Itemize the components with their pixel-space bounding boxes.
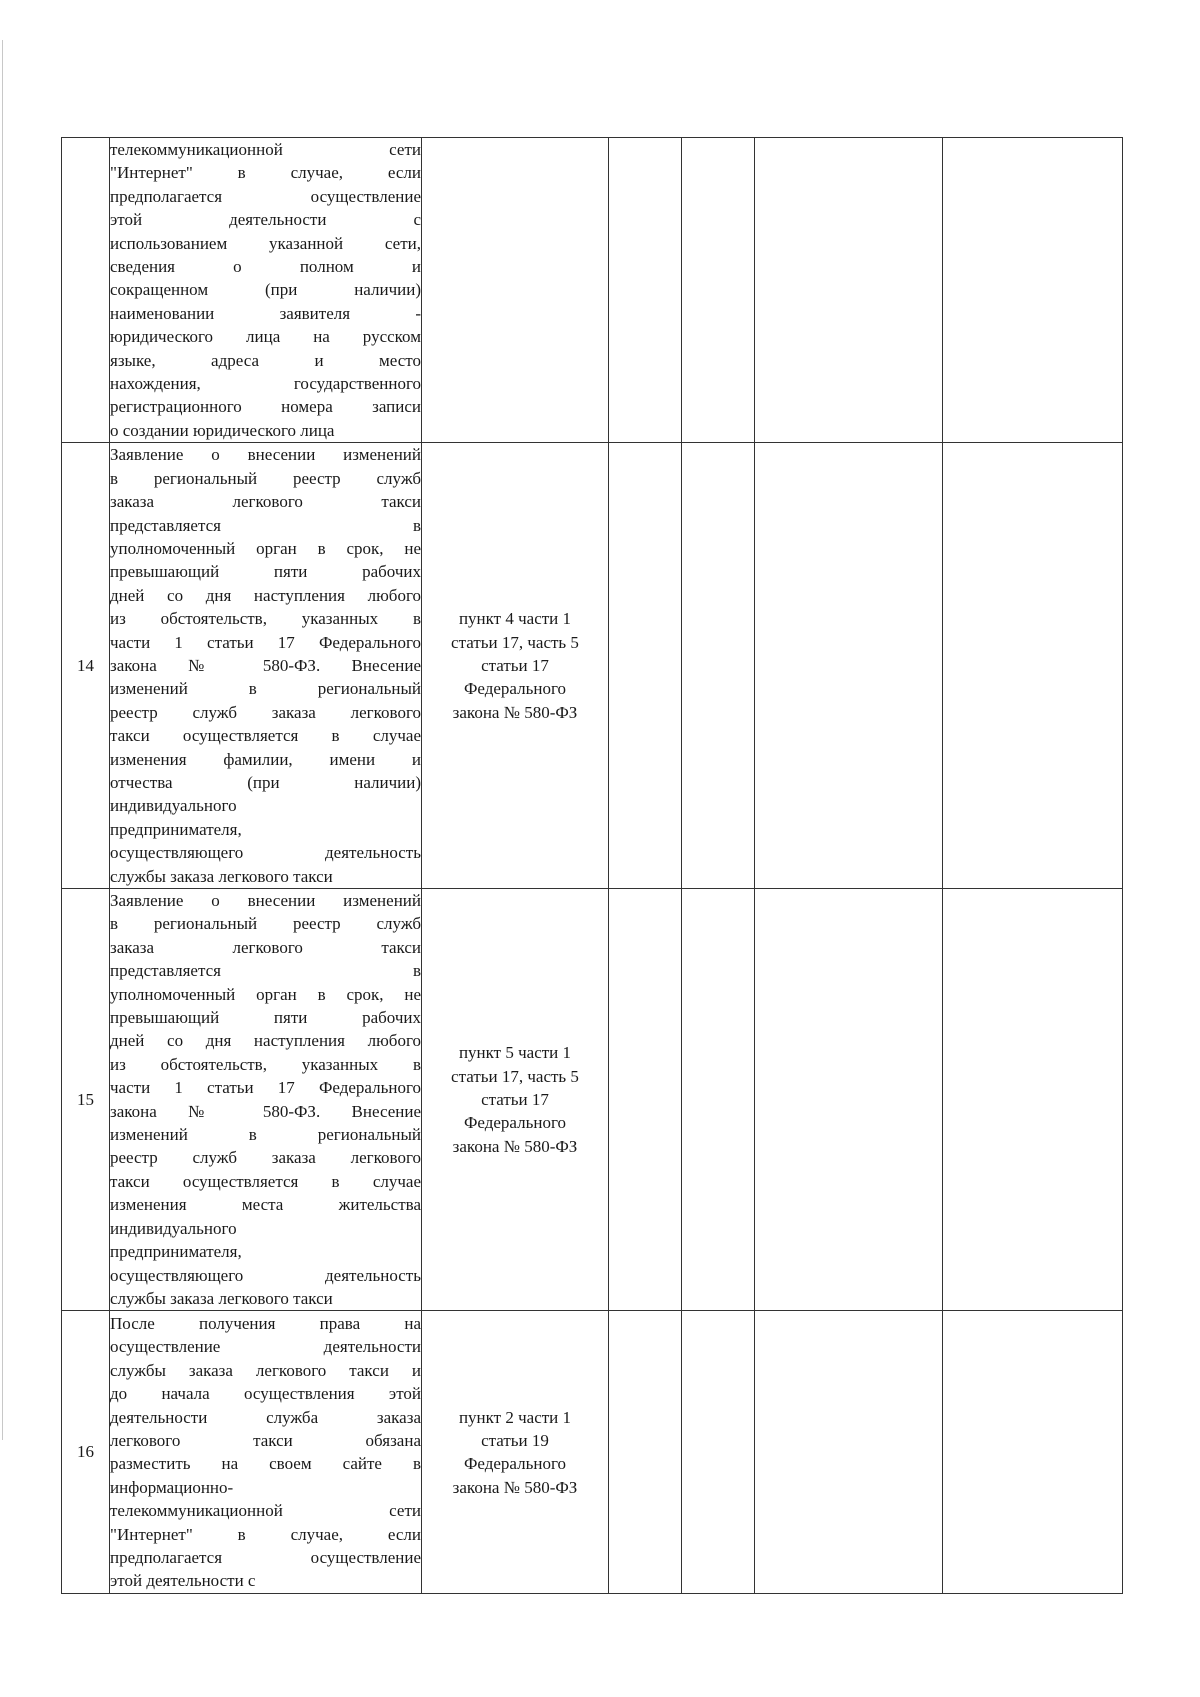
description-line: предпринимателя, (110, 819, 242, 839)
description-line: информационно- (110, 1477, 234, 1497)
row-number-cell (62, 138, 110, 443)
requirement-description-cell (110, 889, 422, 1311)
legal-reference-cell (422, 138, 609, 443)
description-line: осуществляющего деятельность (110, 1265, 421, 1285)
description-line: части 1 статьи 17 Федерального (110, 632, 421, 652)
reference-line: закона № 580-ФЗ (452, 1477, 578, 1497)
reference-line: Федерального (463, 1113, 567, 1133)
empty-cell (682, 1311, 755, 1594)
description-line: Заявление о внесении изменений (110, 445, 421, 465)
empty-cell (609, 138, 682, 443)
description-line: в региональный реестр служб (110, 914, 421, 934)
empty-cell (943, 138, 1123, 443)
requirements-table (61, 137, 1123, 1594)
description-line: После получения права на (110, 1313, 421, 1333)
description-line: регистрационного номера записи (110, 397, 421, 417)
description-line: такси осуществляется в случае (110, 726, 421, 746)
empty-cell (682, 138, 755, 443)
empty-cell (755, 138, 943, 443)
description-line: Заявление о внесении изменений (110, 891, 421, 910)
empty-cell (755, 443, 943, 889)
empty-cell (609, 1311, 682, 1594)
empty-cell (943, 1311, 1123, 1594)
description-line: разместить на своем сайте в (110, 1454, 421, 1474)
description-line: изменений в региональный (110, 679, 421, 699)
description-line: реестр служб заказа легкового (110, 702, 421, 722)
description-line: индивидуального (110, 1218, 237, 1238)
description-line: индивидуального (110, 796, 237, 816)
description-line: части 1 статьи 17 Федерального (110, 1078, 421, 1098)
description-line: этой деятельности с (110, 1571, 256, 1591)
description-line: предпринимателя, (110, 1242, 242, 1262)
reference-line: статьи 17, часть 5 (451, 1066, 579, 1086)
table-row (62, 1311, 1123, 1594)
description-line: языке, адреса и место (110, 350, 421, 370)
description-line: легкового такси обязана (110, 1430, 421, 1450)
description-line: наименовании заявителя - (110, 303, 421, 323)
description-line: представляется в (110, 961, 421, 981)
table-row (62, 138, 1123, 443)
description-line: превышающий пяти рабочих (110, 562, 421, 582)
legal-reference-cell (422, 1311, 609, 1594)
reference-line: закона № 580-ФЗ (452, 1136, 578, 1156)
description-line: изменения фамилии, имени и (110, 749, 421, 769)
requirement-description-cell (110, 138, 422, 443)
row-number-cell: 15 (62, 889, 110, 1311)
description-line: предполагается осуществление (110, 1547, 421, 1567)
description-line: уполномоченный орган в срок, не (110, 538, 421, 558)
description-line: телекоммуникационной сети (110, 140, 421, 159)
description-line: дней со дня наступления любого (110, 1031, 421, 1051)
description-line: юридического лица на русском (110, 327, 421, 347)
description-line: осуществление деятельности (110, 1337, 421, 1357)
description-line: из обстоятельств, указанных в (110, 1054, 421, 1074)
reference-line: статьи 17 (481, 1089, 549, 1109)
description-line: реестр служб заказа легкового (110, 1148, 421, 1168)
description-line: о создании юридического лица (110, 420, 335, 440)
reference-line: Федерального (463, 1454, 567, 1474)
description-line: предполагается осуществление (110, 186, 421, 206)
empty-cell (943, 889, 1123, 1311)
empty-cell (943, 443, 1123, 889)
description-line: заказа легкового такси (110, 492, 421, 512)
page-edge-line (2, 40, 3, 1440)
description-line: из обстоятельств, указанных в (110, 609, 421, 629)
requirement-description-cell (110, 1311, 422, 1594)
description-line: изменения места жительства (110, 1195, 421, 1215)
description-line: превышающий пяти рабочих (110, 1008, 421, 1028)
description-line: "Интернет" в случае, если (110, 1524, 421, 1544)
table-row (62, 889, 1123, 1311)
description-line: такси осуществляется в случае (110, 1171, 421, 1191)
description-line: службы заказа легкового такси и (110, 1360, 421, 1380)
empty-cell (682, 889, 755, 1311)
description-line: дней со дня наступления любого (110, 585, 421, 605)
description-line: деятельности служба заказа (110, 1407, 421, 1427)
legal-reference-cell (422, 443, 609, 889)
description-line: службы заказа легкового такси (110, 866, 333, 886)
description-line: сокращенном (при наличии) (110, 280, 421, 300)
description-line: изменений в региональный (110, 1125, 421, 1145)
empty-cell (755, 1311, 943, 1594)
empty-cell (682, 443, 755, 889)
description-line: телекоммуникационной сети (110, 1501, 421, 1521)
description-line: "Интернет" в случае, если (110, 163, 421, 183)
description-line: в региональный реестр служб (110, 468, 421, 488)
reference-line: пункт 5 части 1 (458, 1043, 572, 1063)
row-number-cell: 16 (62, 1311, 110, 1594)
reference-line: Федерального (463, 679, 567, 699)
description-line: уполномоченный орган в срок, не (110, 984, 421, 1004)
empty-cell (609, 443, 682, 889)
description-line: осуществляющего деятельность (110, 843, 421, 863)
reference-line: статьи 17, часть 5 (451, 632, 579, 652)
description-line: сведения о полном и (110, 257, 421, 277)
requirement-description-cell (110, 443, 422, 889)
legal-reference-cell (422, 889, 609, 1311)
description-line: закона № 580-ФЗ. Внесение (110, 655, 421, 675)
reference-line: статьи 17 (481, 655, 549, 675)
description-line: использованием указанной сети, (110, 233, 421, 253)
empty-cell (609, 889, 682, 1311)
description-line: закона № 580-ФЗ. Внесение (110, 1101, 421, 1121)
description-line: отчества (при наличии) (110, 772, 421, 792)
reference-line: закона № 580-ФЗ (452, 702, 578, 722)
description-line: нахождения, государственного (110, 374, 421, 394)
row-number-cell: 14 (62, 443, 110, 889)
description-line: этой деятельности с (110, 210, 421, 230)
reference-line: пункт 4 части 1 (458, 609, 572, 629)
reference-line: статьи 19 (481, 1430, 549, 1450)
reference-line: пункт 2 части 1 (458, 1407, 572, 1427)
description-line: представляется в (110, 515, 421, 535)
description-line: службы заказа легкового такси (110, 1288, 333, 1308)
empty-cell (755, 889, 943, 1311)
description-line: заказа легкового такси (110, 937, 421, 957)
table-row (62, 443, 1123, 889)
description-line: до начала осуществления этой (110, 1384, 421, 1404)
